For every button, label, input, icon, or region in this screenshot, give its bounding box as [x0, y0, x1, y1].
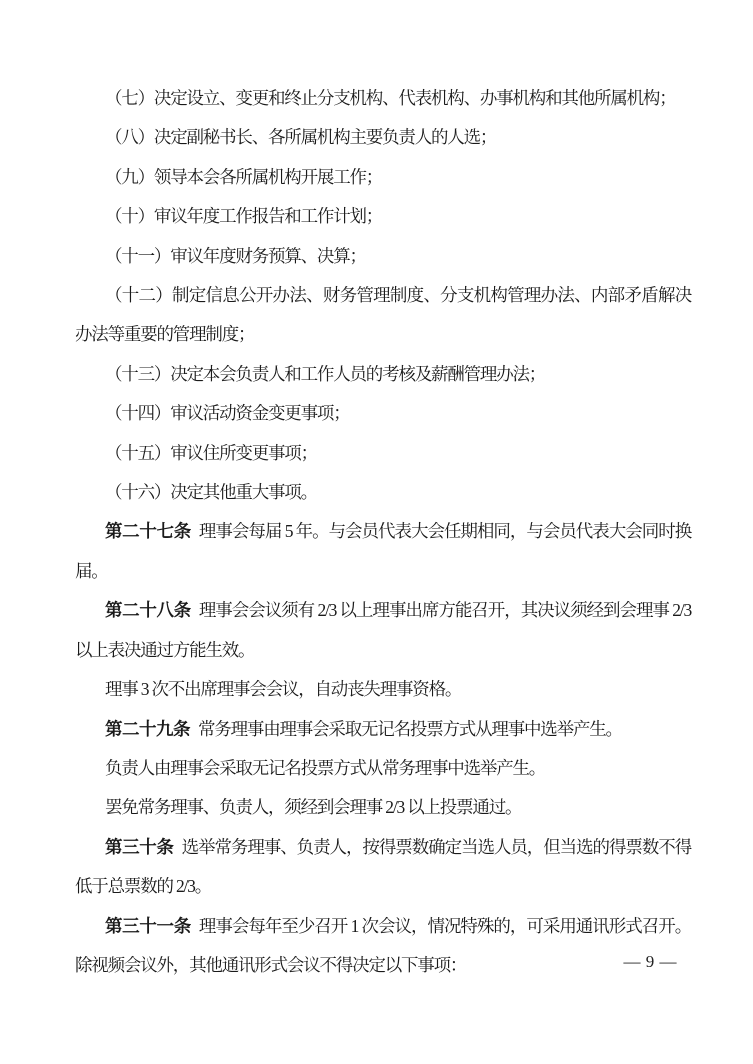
- article-paragraph: [75, 512, 691, 591]
- paragraph: [75, 237, 691, 276]
- paragraph-text: （八）决定副秘书长、各所属机构主要负责人的人选；: [105, 127, 497, 148]
- paragraph: [75, 158, 691, 197]
- paragraph-text: （十二）制定信息公开办法、财务管理制度、分支机构管理办法、内部矛盾解决办法等重要的管理制度；: [75, 285, 691, 345]
- paragraph: [75, 749, 691, 788]
- article-paragraph: [75, 591, 691, 670]
- paragraph-text: 理事会会议须有 2/3 以上理事出席方能召开，其决议须经到会理事 2/3 以上表决通过方能生效。: [75, 600, 691, 660]
- paragraph: [75, 394, 691, 433]
- paragraph: [75, 276, 691, 355]
- paragraph-text: （十）审议年度工作报告和工作计划；: [105, 206, 383, 227]
- paragraph: [75, 79, 691, 118]
- paragraph-text: 理事会每届 5 年。与会员代表大会任期相同，与会员代表大会同时换届。: [75, 521, 691, 581]
- page-number: — 9 —: [623, 952, 677, 971]
- article-number: 第三十一条: [105, 915, 191, 936]
- paragraph-text: 选举常务理事、负责人，按得票数确定当选人员，但当选的得票数不得低于总票数的 2/3。: [75, 836, 691, 897]
- article-paragraph: [75, 828, 691, 907]
- paragraph-text: （十一）审议年度财务预算、决算；: [105, 245, 366, 266]
- paragraph-text: （十六）决定其他重大事项。: [105, 482, 317, 503]
- paragraph-text: 负责人由理事会采取无记名投票方式从常务理事中选举产生。: [105, 757, 546, 778]
- paragraph-text: 罢免常务理事、负责人，须经到会理事 2/3 以上投票通过。: [105, 797, 522, 818]
- paragraph: [75, 434, 691, 473]
- paragraph: [75, 670, 691, 709]
- article-number: 第二十九条: [105, 718, 190, 739]
- paragraph-text: （九）领导本会各所属机构开展工作；: [105, 166, 383, 187]
- article-number: 第二十七条: [105, 521, 191, 542]
- paragraph: [75, 197, 691, 236]
- paragraph: [75, 473, 691, 512]
- paragraph-text: 理事会每年至少召开 1 次会议，情况特殊的，可采用通讯形式召开。除视频会议外，其他通讯形式会议不得决定以下事项：: [75, 915, 691, 975]
- paragraph-text: （十五）审议住所变更事项；: [105, 442, 317, 463]
- paragraph: [75, 355, 691, 394]
- article-paragraph: [75, 907, 691, 986]
- document-body: [75, 79, 691, 985]
- page-footer: [624, 951, 678, 973]
- paragraph-text: （十三）决定本会负责人和工作人员的考核及薪酬管理办法；: [105, 363, 546, 384]
- paragraph-text: 常务理事由理事会采取无记名投票方式从理事中选举产生。: [198, 718, 622, 739]
- paragraph-text: （十四）审议活动资金变更事项；: [105, 403, 350, 424]
- paragraph-text: （七）决定设立、变更和终止分支机构、代表机构、办事机构和其他所属机构；: [105, 88, 676, 108]
- paragraph: [75, 788, 691, 827]
- article-paragraph: [75, 710, 691, 749]
- article-number: 第二十八条: [105, 600, 191, 621]
- paragraph: [75, 118, 691, 157]
- article-number: 第三十条: [105, 836, 174, 857]
- paragraph-text: 理事 3 次不出席理事会会议，自动丧失理事资格。: [105, 679, 462, 700]
